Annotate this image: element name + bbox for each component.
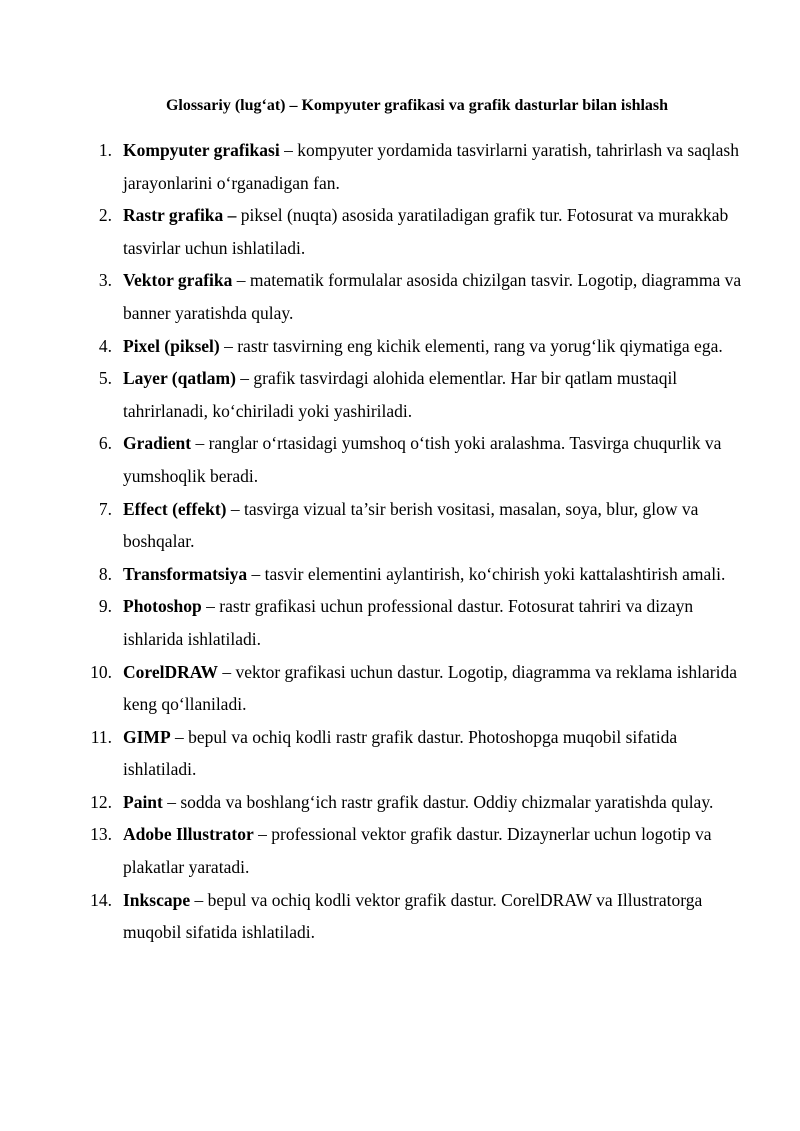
item-number: 11. <box>90 726 112 747</box>
item-number: 4. <box>98 335 112 356</box>
item-definition: – vektor grafikasi uchun dastur. Logotip, diagramma va reklama ishlarida keng qo‘llaniladi. <box>123 661 737 715</box>
glossary-item <box>0 199 800 264</box>
item-term: Adobe Illustrator <box>123 824 254 845</box>
glossary-item <box>0 427 800 492</box>
glossary-item <box>0 558 800 591</box>
glossary-item <box>0 721 800 786</box>
item-definition: – matematik formulalar asosida chizilgan tasvir. Logotip, diagramma va banner yaratishda qulay. <box>123 270 742 323</box>
item-number: 12. <box>90 791 112 812</box>
item-definition: – tasvir elementini aylantirish, ko‘chirish yoki kattalashtirish amali. <box>247 563 726 584</box>
item-definition: piksel (nuqta) asosida yaratiladigan grafik tur. Fotosurat va murakkab tasvirlar uchun ishlatiladi. <box>123 205 729 258</box>
item-term: Pixel (piksel) <box>123 335 220 356</box>
item-number: 14. <box>90 889 112 910</box>
item-definition: – rastr grafikasi uchun professional dastur. Fotosurat tahriri va dizayn ishlarida ishlatiladi. <box>123 596 694 649</box>
glossary-list <box>0 134 800 949</box>
item-term: Rastr grafika – <box>123 205 237 226</box>
glossary-item <box>0 590 800 655</box>
glossary-item <box>0 884 800 949</box>
glossary-item <box>0 134 800 199</box>
glossary-item <box>0 656 800 721</box>
glossary-item <box>0 330 800 363</box>
item-number: 7. <box>98 498 112 519</box>
page-title: Glossariy (lug‘at) – Kompyuter grafikasi va grafik dasturlar bilan ishlash <box>165 97 669 114</box>
item-term: Photoshop <box>123 596 202 617</box>
item-number: 9. <box>98 596 112 617</box>
item-number: 10. <box>90 661 112 682</box>
item-number: 13. <box>90 824 112 845</box>
item-definition: – professional vektor grafik dastur. Dizaynerlar uchun logotip va plakatlar yaratadi. <box>123 824 712 878</box>
item-definition: – tasvirga vizual ta’sir berish vositasi, masalan, soya, blur, glow va boshqalar. <box>123 498 699 552</box>
item-term: Vektor grafika <box>123 270 233 291</box>
item-number: 5. <box>98 368 112 389</box>
item-term: Transformatsiya <box>123 563 248 584</box>
item-definition: – rastr tasvirning eng kichik elementi, rang va yorug‘lik qiymatiga ega. <box>219 335 723 356</box>
item-number: 8. <box>98 563 112 584</box>
item-number: 2. <box>98 205 112 226</box>
glossary-item <box>0 493 800 558</box>
item-term: Inkscape <box>123 889 191 910</box>
glossary-item <box>0 786 800 819</box>
item-term: CorelDRAW <box>123 661 218 682</box>
item-definition: – bepul va ochiq kodli rastr grafik dastur. Photoshopga muqobil sifatida ishlatiladi. <box>123 726 678 780</box>
item-term: Effect (effekt) <box>123 498 227 519</box>
item-number: 1. <box>98 140 112 160</box>
glossary-item <box>0 264 800 329</box>
item-definition: – grafik tasvirdagi alohida elementlar. Har bir qatlam mustaqil tahrirlanadi, ko‘chiriladi yoki yashiriladi. <box>123 368 678 421</box>
item-term: Layer (qatlam) <box>123 368 236 389</box>
item-definition: – sodda va boshlang‘ich rastr grafik dastur. Oddiy chizmalar yaratishda qulay. <box>162 791 714 812</box>
glossary-item <box>0 362 800 427</box>
item-definition: – ranglar o‘rtasidagi yumshoq o‘tish yoki aralashma. Tasvirga chuqurlik va yumshoqlik beradi. <box>123 433 722 486</box>
glossary-item <box>0 818 800 883</box>
item-term: GIMP <box>123 726 171 747</box>
item-number: 3. <box>98 270 112 291</box>
item-term: Paint <box>123 791 163 812</box>
item-number: 6. <box>98 433 112 454</box>
item-term: Gradient <box>123 433 192 454</box>
item-definition: – bepul va ochiq kodli vektor grafik dastur. CorelDRAW va Illustratorga muqobil sifatida ishlatiladi. <box>123 889 703 943</box>
item-definition: – kompyuter yordamida tasvirlarni yaratish, tahrirlash va saqlash jarayonlarini o‘rganadigan fan. <box>123 140 739 193</box>
item-term: Kompyuter grafikasi <box>123 140 280 160</box>
